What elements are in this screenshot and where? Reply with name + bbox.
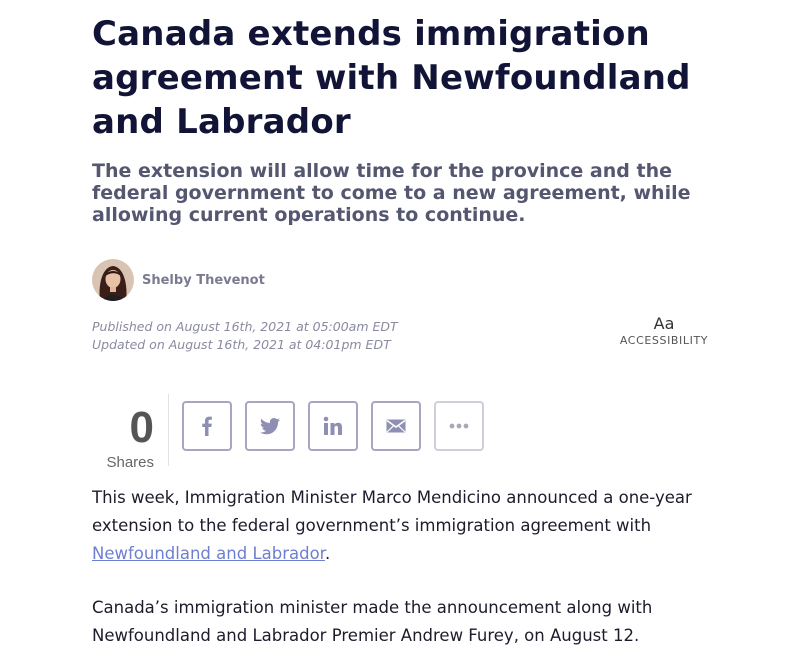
published-date: Published on August 16th, 2021 at 05:00am EDT	[92, 319, 398, 334]
email-icon	[384, 414, 408, 438]
font-size-icon: Aa	[653, 314, 675, 333]
updated-date: Updated on August 16th, 2021 at 04:01pm EDT	[92, 337, 391, 352]
share-count-label: Shares	[106, 454, 154, 471]
facebook-icon	[195, 414, 219, 438]
body-paragraph-1-end: .	[324, 544, 331, 563]
author-avatar[interactable]	[92, 259, 134, 301]
accessibility-label: ACCESSIBILITY	[619, 334, 709, 347]
body-paragraph-2: Canada’s immigration minister made the announcement along with Newfoundland and Labrador Premier Andrew Furey, on August 12.	[92, 598, 653, 645]
article-headline: Canada extends immigration agreement with Newfoundland and Labrador	[92, 14, 691, 142]
linkedin-icon	[321, 414, 345, 438]
accessibility-button[interactable]	[612, 314, 716, 348]
publish-dates	[92, 318, 398, 354]
email-share-button[interactable]	[371, 401, 421, 451]
body-paragraph-1	[92, 484, 732, 568]
more-share-button[interactable]	[434, 401, 484, 451]
share-count: 0	[129, 403, 154, 452]
article-subheadline: The extension will allow time for the province and the federal government to come to a new agreement, while allowing current operations to continue.	[92, 160, 691, 226]
facebook-share-button[interactable]	[182, 401, 232, 451]
author-byline	[92, 259, 265, 301]
author-name-link[interactable]: Shelby Thevenot	[142, 272, 265, 288]
share-divider	[168, 394, 169, 466]
share-counter	[92, 402, 154, 472]
newfoundland-labrador-link[interactable]: Newfoundland and Labrador	[92, 544, 325, 563]
share-buttons	[182, 401, 497, 451]
linkedin-share-button[interactable]	[308, 401, 358, 451]
twitter-share-button[interactable]	[245, 401, 295, 451]
twitter-icon	[258, 414, 282, 438]
more-icon	[447, 414, 471, 438]
body-paragraph-1-text: This week, Immigration Minister Marco Mendicino announced a one-year extension to the federal government’s immigration agreement with	[92, 488, 692, 535]
